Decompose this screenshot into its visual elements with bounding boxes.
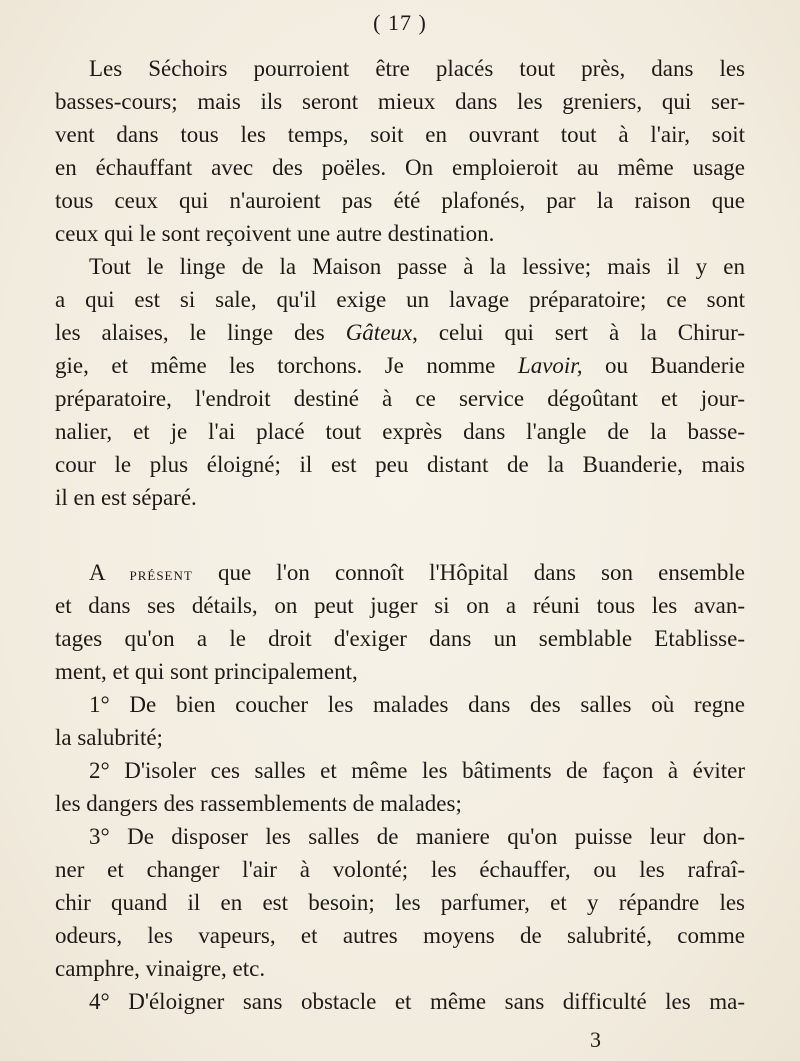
text-line	[55, 316, 745, 349]
small-caps-word: présent	[129, 564, 193, 584]
italic-term: Lavoir,	[517, 353, 583, 378]
text-line: tous ceux qui n'auroient pas été plafonés, par la raison que	[55, 188, 745, 213]
paragraph-gap	[55, 514, 745, 556]
text-run: gie, et même les torchons. Je nomme	[55, 353, 518, 378]
signature-mark: 3	[590, 1027, 601, 1052]
list-item-line: 2° D'isoler ces salles et même les bâtiments de façon à éviter	[89, 758, 745, 783]
text-line	[55, 349, 745, 382]
list-item-line: les dangers des rassemblements de malades;	[55, 791, 462, 816]
text-run: que l'on connoît l'Hôpital dans son ensemble	[192, 560, 745, 585]
list-item-line: 4° D'éloigner sans obstacle et même sans difficulté les ma-	[89, 989, 745, 1014]
list-item-line: camphre, vinaigre, etc.	[55, 956, 266, 981]
text-run: A	[89, 560, 130, 585]
text-line: nalier, et je l'ai placé tout exprès dans l'angle de la basse-	[55, 419, 745, 444]
text-run: ou Buanderie	[582, 353, 745, 378]
text-line: en échauffant avec des poëles. On emploieroit au même usage	[55, 155, 745, 180]
text-run: , celui qui sert à la Chirur-	[412, 320, 745, 345]
list-item-line: odeurs, les vapeurs, et autres moyens de salubrité, comme	[55, 923, 745, 948]
list-item-line: 3° De disposer les salles de maniere qu'on puisse leur don-	[89, 824, 745, 849]
text-line: basses-cours; mais ils seront mieux dans les greniers, qui ser-	[55, 89, 745, 114]
italic-term: Gâteux	[345, 320, 413, 345]
text-line: Les Séchoirs pourroient être placés tout près, dans les	[89, 56, 745, 81]
text-line: ceux qui le sont reçoivent une autre destination.	[55, 221, 495, 246]
text-line: préparatoire, l'endroit destiné à ce service dégoûtant et jour-	[55, 386, 745, 411]
text-run: les alaises, le linge des	[55, 320, 346, 345]
text-line: a qui est si sale, qu'il exige un lavage préparatoire; ce sont	[55, 287, 745, 312]
list-item-line: ner et changer l'air à volonté; les échauffer, ou les rafraî-	[55, 857, 745, 882]
list-item-line: 1° De bien coucher les malades dans des salles où regne	[89, 692, 745, 717]
text-line: il en est séparé.	[55, 485, 197, 510]
text-line	[55, 556, 745, 589]
text-line: et dans ses détails, on peut juger si on a réuni tous les avan-	[55, 593, 745, 618]
list-item-line: la salubrité;	[55, 725, 163, 750]
text-line: cour le plus éloigné; il est peu distant de la Buanderie, mais	[55, 452, 745, 477]
text-line: Tout le linge de la Maison passe à la lessive; mais il y en	[89, 254, 745, 279]
text-line: ment, et qui sont principalement,	[55, 659, 358, 684]
page-number: ( 17 )	[373, 10, 427, 35]
body-text	[55, 52, 745, 1018]
text-line: tages qu'on a le droit d'exiger dans un semblable Etablisse-	[55, 626, 745, 651]
text-line: vent dans tous les temps, soit en ouvrant tout à l'air, soit	[55, 122, 745, 147]
list-item-line: chir quand il en est besoin; les parfumer, et y répandre les	[55, 890, 745, 915]
